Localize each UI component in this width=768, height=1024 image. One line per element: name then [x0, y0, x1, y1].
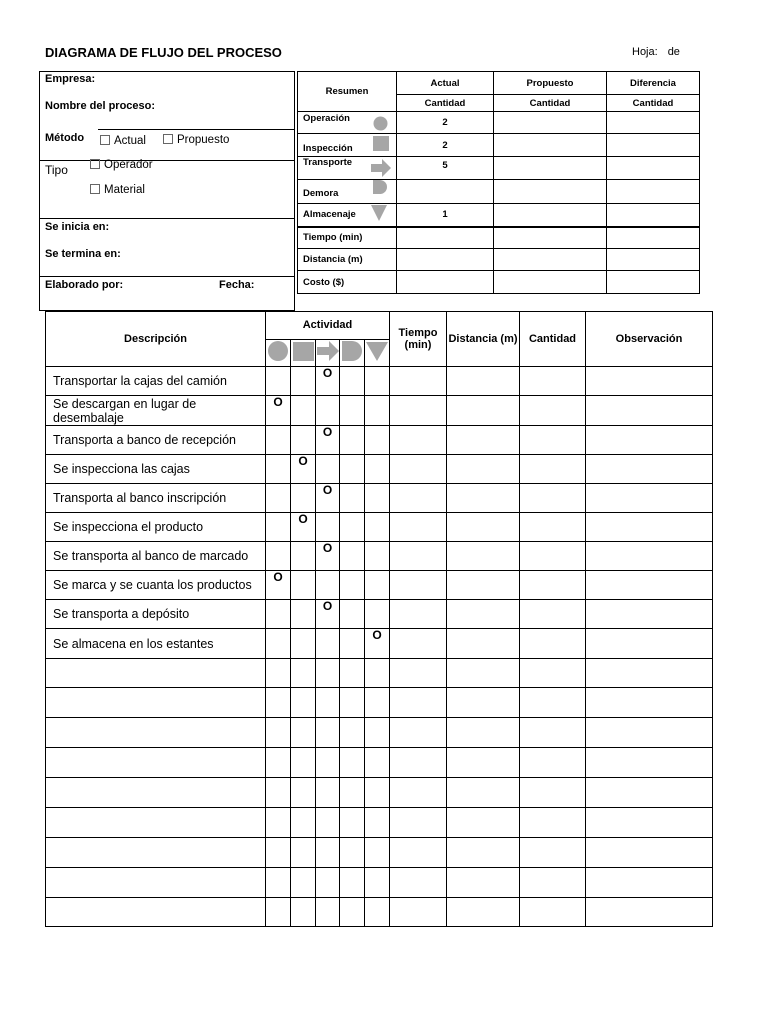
step-description [46, 688, 266, 718]
tiempo-cell [390, 748, 447, 778]
summary-row-tiempo: Tiempo (min) [298, 227, 397, 249]
activity-cell [316, 718, 340, 748]
table-row [46, 426, 713, 455]
observacion-cell [586, 718, 713, 748]
activity-mark: O [316, 426, 340, 455]
activity-mark: O [266, 571, 291, 600]
activity-cell [340, 484, 365, 513]
activity-cell [266, 455, 291, 484]
activity-cell [291, 838, 316, 868]
tipo-label: Tipo [45, 163, 68, 177]
col-diferencia-header: Diferencia [607, 72, 700, 95]
sheet-number [632, 46, 690, 58]
activity-mark: O [266, 396, 291, 426]
observacion-cell [586, 484, 713, 513]
observacion-cell [586, 778, 713, 808]
tiempo-header: Tiempo (min) [390, 312, 447, 367]
activity-cell [365, 513, 390, 542]
circle-icon [373, 116, 388, 131]
cantidad-subheader: Cantidad [397, 95, 494, 112]
cantidad-cell [520, 898, 586, 927]
activity-cell [340, 778, 365, 808]
summary-table [297, 71, 700, 294]
activity-cell [291, 748, 316, 778]
activity-cell [340, 396, 365, 426]
de-label: de [667, 46, 680, 58]
col-actual-header: Actual [397, 72, 494, 95]
step-description: Transporta a banco de recepción [46, 426, 266, 455]
activity-cell [291, 542, 316, 571]
activity-cell [365, 542, 390, 571]
summary-actual-value: 2 [397, 112, 494, 134]
table-row [46, 367, 713, 396]
activity-cell [266, 542, 291, 571]
table-row [46, 571, 713, 600]
table-row [46, 808, 713, 838]
activity-cell [266, 426, 291, 455]
cantidad-cell [520, 868, 586, 898]
transporte-column-header [316, 340, 340, 367]
activity-cell [291, 426, 316, 455]
table-row [46, 513, 713, 542]
inspeccion-column-header [291, 340, 316, 367]
cantidad-cell [520, 571, 586, 600]
distancia-cell [447, 571, 520, 600]
summary-row-demora [298, 180, 397, 204]
activity-cell [365, 718, 390, 748]
inicio-divider [39, 218, 295, 219]
distancia-cell [447, 748, 520, 778]
activity-mark: O [316, 484, 340, 513]
tiempo-cell [390, 659, 447, 688]
table-row [46, 396, 713, 426]
distancia-cell [447, 808, 520, 838]
table-row [46, 868, 713, 898]
step-description [46, 718, 266, 748]
observacion-cell [586, 898, 713, 927]
actual-label: Actual [114, 135, 146, 147]
triangle-icon [371, 205, 387, 221]
summary-actual-value: 5 [397, 157, 494, 180]
activity-cell [266, 600, 291, 629]
summary-row-costo: Costo ($) [298, 271, 397, 294]
summary-row-distancia: Distancia (m) [298, 249, 397, 271]
step-description: Se inspecciona el producto [46, 513, 266, 542]
tipo-divider [39, 160, 295, 161]
step-description: Transporta al banco inscripción [46, 484, 266, 513]
tiempo-cell [390, 718, 447, 748]
summary-row-transporte [298, 157, 397, 180]
material-label: Material [104, 184, 145, 196]
activity-cell [291, 629, 316, 659]
activity-cell [266, 718, 291, 748]
actual-checkbox[interactable] [100, 135, 110, 145]
activity-cell [291, 571, 316, 600]
summary-row-almacenaje [298, 204, 397, 227]
activity-cell [365, 571, 390, 600]
observacion-cell [586, 868, 713, 898]
propuesto-checkbox[interactable] [163, 134, 173, 144]
activity-cell [365, 396, 390, 426]
tiempo-cell [390, 396, 447, 426]
activity-cell [365, 748, 390, 778]
resumen-header: Resumen [298, 72, 397, 112]
activity-cell [291, 898, 316, 927]
distancia-cell [447, 688, 520, 718]
table-row [46, 629, 713, 659]
hoja-label: Hoja: [632, 46, 658, 58]
distancia-cell [447, 542, 520, 571]
activity-mark: O [291, 455, 316, 484]
metodo-divider [98, 129, 295, 130]
observacion-cell [586, 688, 713, 718]
observacion-cell [586, 808, 713, 838]
tiempo-cell [390, 898, 447, 927]
observacion-cell [586, 571, 713, 600]
distancia-cell [447, 426, 520, 455]
distancia-cell [447, 659, 520, 688]
propuesto-label: Propuesto [177, 134, 230, 146]
step-description: Se inspecciona las cajas [46, 455, 266, 484]
activity-cell [340, 748, 365, 778]
distancia-cell [447, 778, 520, 808]
distancia-cell [447, 484, 520, 513]
activity-cell [316, 688, 340, 718]
activity-mark: O [316, 542, 340, 571]
activity-cell [365, 600, 390, 629]
cantidad-cell [520, 484, 586, 513]
activity-cell [291, 600, 316, 629]
distancia-cell [447, 868, 520, 898]
cantidad-cell [520, 396, 586, 426]
activity-cell [316, 868, 340, 898]
activity-cell [340, 718, 365, 748]
distancia-cell [447, 396, 520, 426]
activity-cell [266, 659, 291, 688]
tiempo-cell [390, 778, 447, 808]
activity-cell [340, 513, 365, 542]
cantidad-cell [520, 455, 586, 484]
activity-cell [316, 513, 340, 542]
summary-label: Almacenaje [303, 209, 356, 221]
summary-actual-value: 2 [397, 134, 494, 157]
activity-cell [291, 808, 316, 838]
operacion-column-header [266, 340, 291, 367]
operador-label: Operador [104, 159, 153, 171]
table-row [46, 718, 713, 748]
observacion-cell [586, 455, 713, 484]
observacion-cell [586, 600, 713, 629]
square-icon [373, 136, 389, 151]
elaborado-label: Elaborado por: [45, 279, 124, 291]
cantidad-header: Cantidad [520, 312, 586, 367]
activity-cell [365, 868, 390, 898]
observacion-cell [586, 838, 713, 868]
observacion-cell [586, 367, 713, 396]
tiempo-cell [390, 455, 447, 484]
distancia-cell [447, 898, 520, 927]
step-description: Se almacena en los estantes [46, 629, 266, 659]
table-row [46, 542, 713, 571]
observacion-header: Observación [586, 312, 713, 367]
activity-cell [316, 838, 340, 868]
metodo-label: Método [45, 132, 85, 144]
observacion-cell [586, 396, 713, 426]
activity-cell [340, 659, 365, 688]
nombre-proceso-label: Nombre del proceso: [45, 100, 156, 112]
tiempo-cell [390, 868, 447, 898]
distancia-cell [447, 629, 520, 659]
activity-cell [316, 455, 340, 484]
step-description [46, 898, 266, 927]
cantidad-subheader: Cantidad [607, 95, 700, 112]
summary-label: Transporte [303, 157, 353, 168]
cantidad-cell [520, 778, 586, 808]
cantidad-cell [520, 838, 586, 868]
tiempo-cell [390, 808, 447, 838]
tiempo-cell [390, 513, 447, 542]
d-shape-icon [341, 341, 363, 361]
activity-cell [340, 542, 365, 571]
inicia-label: Se inicia en: [45, 221, 110, 233]
observacion-cell [586, 659, 713, 688]
summary-actual-value: 1 [397, 204, 494, 227]
summary-row-inspeccion [298, 134, 397, 157]
activity-cell [365, 367, 390, 396]
cantidad-cell [520, 600, 586, 629]
step-description [46, 808, 266, 838]
activity-cell [340, 808, 365, 838]
activity-mark: O [291, 513, 316, 542]
distancia-cell [447, 367, 520, 396]
observacion-cell [586, 748, 713, 778]
table-row [46, 659, 713, 688]
page-title: DIAGRAMA DE FLUJO DEL PROCESO [45, 45, 282, 60]
activity-cell [266, 367, 291, 396]
activity-cell [316, 778, 340, 808]
step-description: Se marca y se cuanta los productos [46, 571, 266, 600]
activity-cell [266, 629, 291, 659]
tiempo-cell [390, 600, 447, 629]
cantidad-cell [520, 426, 586, 455]
table-row [46, 778, 713, 808]
step-description [46, 778, 266, 808]
observacion-cell [586, 513, 713, 542]
step-description: Se transporta a depósito [46, 600, 266, 629]
tipo-material-option[interactable] [90, 184, 145, 196]
step-description [46, 838, 266, 868]
distancia-cell [447, 600, 520, 629]
activity-cell [340, 838, 365, 868]
activity-mark: O [365, 629, 390, 659]
cantidad-subheader: Cantidad [494, 95, 607, 112]
fecha-label: Fecha: [219, 279, 255, 291]
activity-cell [291, 778, 316, 808]
activity-table [45, 311, 713, 927]
activity-cell [365, 838, 390, 868]
termina-label: Se termina en: [45, 248, 121, 260]
step-description: Se transporta al banco de marcado [46, 542, 266, 571]
activity-cell [266, 868, 291, 898]
arrow-icon [371, 159, 391, 177]
metodo-actual-option[interactable] [100, 135, 146, 147]
activity-cell [340, 600, 365, 629]
activity-cell [266, 688, 291, 718]
activity-cell [365, 426, 390, 455]
material-checkbox[interactable] [90, 184, 100, 194]
tiempo-cell [390, 367, 447, 396]
table-row [46, 898, 713, 927]
square-icon [292, 341, 314, 361]
cantidad-cell [520, 748, 586, 778]
observacion-cell [586, 426, 713, 455]
tiempo-cell [390, 542, 447, 571]
descripcion-header: Descripción [46, 312, 266, 367]
activity-cell [365, 898, 390, 927]
table-row [46, 484, 713, 513]
activity-cell [340, 688, 365, 718]
activity-cell [365, 484, 390, 513]
activity-cell [365, 659, 390, 688]
table-row [46, 838, 713, 868]
empresa-label: Empresa: [45, 73, 96, 85]
activity-cell [340, 629, 365, 659]
step-description [46, 659, 266, 688]
activity-cell [291, 718, 316, 748]
activity-cell [266, 484, 291, 513]
activity-cell [340, 898, 365, 927]
distancia-cell [447, 718, 520, 748]
arrow-icon [317, 341, 339, 361]
activity-cell [316, 748, 340, 778]
col-propuesto-header: Propuesto [494, 72, 607, 95]
tiempo-cell [390, 426, 447, 455]
cantidad-cell [520, 718, 586, 748]
activity-cell [365, 455, 390, 484]
activity-cell [266, 513, 291, 542]
activity-cell [291, 688, 316, 718]
tiempo-cell [390, 571, 447, 600]
step-description [46, 748, 266, 778]
activity-cell [266, 898, 291, 927]
cantidad-cell [520, 629, 586, 659]
activity-cell [365, 808, 390, 838]
activity-cell [365, 688, 390, 718]
table-row [46, 688, 713, 718]
observacion-cell [586, 629, 713, 659]
activity-mark: O [316, 600, 340, 629]
tipo-operador-option[interactable] [90, 159, 153, 171]
activity-cell [316, 808, 340, 838]
circle-icon [267, 341, 289, 361]
activity-cell [340, 367, 365, 396]
activity-cell [291, 367, 316, 396]
distancia-header: Distancia (m) [447, 312, 520, 367]
activity-cell [340, 571, 365, 600]
table-row [46, 600, 713, 629]
almacenaje-column-header [365, 340, 390, 367]
summary-label: Operación [303, 113, 350, 124]
metodo-propuesto-option[interactable] [163, 134, 229, 146]
cantidad-cell [520, 688, 586, 718]
cantidad-cell [520, 367, 586, 396]
activity-cell [340, 868, 365, 898]
cantidad-cell [520, 513, 586, 542]
activity-cell [266, 748, 291, 778]
observacion-cell [586, 542, 713, 571]
activity-cell [291, 484, 316, 513]
tiempo-cell [390, 838, 447, 868]
table-row [46, 455, 713, 484]
distancia-cell [447, 838, 520, 868]
activity-mark: O [316, 367, 340, 396]
cantidad-cell [520, 659, 586, 688]
activity-cell [291, 868, 316, 898]
table-row [46, 748, 713, 778]
step-description [46, 868, 266, 898]
activity-cell [316, 629, 340, 659]
activity-cell [291, 396, 316, 426]
demora-column-header [340, 340, 365, 367]
tiempo-cell [390, 484, 447, 513]
activity-cell [340, 455, 365, 484]
cantidad-cell [520, 808, 586, 838]
tiempo-cell [390, 688, 447, 718]
distancia-cell [447, 455, 520, 484]
activity-cell [340, 426, 365, 455]
summary-label: Inspección [303, 143, 353, 154]
distancia-cell [447, 513, 520, 542]
step-description: Transportar la cajas del camión [46, 367, 266, 396]
summary-row-operacion [298, 112, 397, 134]
activity-cell [316, 571, 340, 600]
cantidad-cell [520, 542, 586, 571]
actividad-header: Actividad [266, 312, 390, 340]
activity-cell [266, 838, 291, 868]
activity-cell [266, 778, 291, 808]
d-shape-icon [373, 180, 388, 194]
summary-label: Demora [303, 188, 339, 199]
summary-actual-value [397, 180, 494, 204]
activity-cell [316, 659, 340, 688]
activity-cell [316, 898, 340, 927]
activity-cell [316, 396, 340, 426]
elaborado-divider [39, 276, 295, 277]
triangle-icon [366, 341, 388, 361]
step-description: Se descargan en lugar de desembalaje [46, 396, 266, 426]
tiempo-cell [390, 629, 447, 659]
operador-checkbox[interactable] [90, 159, 100, 169]
activity-cell [291, 659, 316, 688]
activity-cell [365, 778, 390, 808]
activity-cell [266, 808, 291, 838]
